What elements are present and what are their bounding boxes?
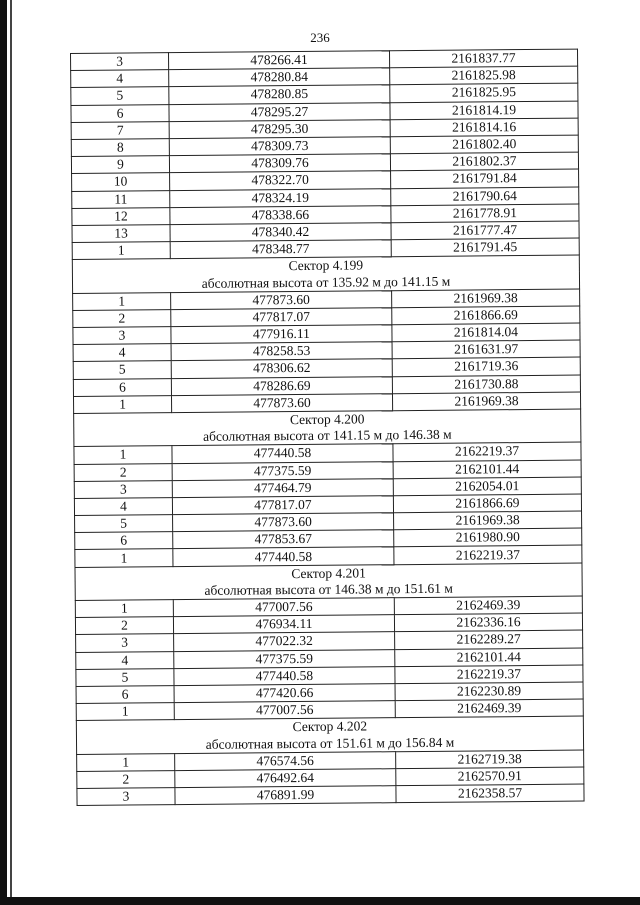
point-number-cell: 1 <box>73 395 171 413</box>
coordinate-x-cell: 477440.58 <box>174 666 395 685</box>
coordinate-y-cell: 2161866.69 <box>393 494 581 513</box>
point-number-cell: 6 <box>75 532 173 550</box>
point-number-cell: 6 <box>71 104 169 122</box>
coordinate-y-cell: 2162469.39 <box>395 699 583 718</box>
coordinate-y-cell: 2161777.47 <box>391 221 579 240</box>
coordinate-x-cell: 478266.41 <box>169 51 390 70</box>
coordinate-y-cell: 2161814.19 <box>390 101 578 120</box>
coordinate-x-cell: 477440.58 <box>172 444 393 463</box>
coordinate-y-cell: 2161778.91 <box>391 204 579 223</box>
coordinate-x-cell: 478338.66 <box>170 205 391 224</box>
coordinate-x-cell: 478286.69 <box>171 376 392 395</box>
coordinate-y-cell: 2161791.45 <box>391 238 579 257</box>
coordinates-table <box>70 49 585 807</box>
coordinate-y-cell: 2161837.77 <box>389 49 577 68</box>
sector-altitude: абсолютная высота от 135.92 м до 141.15 м <box>72 272 579 293</box>
coordinate-x-cell: 476891.99 <box>175 786 396 805</box>
point-number-cell: 3 <box>77 788 175 806</box>
table-row <box>77 784 584 806</box>
coordinate-y-cell: 2161866.69 <box>392 306 580 325</box>
coordinate-x-cell: 477873.60 <box>171 290 392 309</box>
coordinate-y-cell: 2161969.38 <box>392 392 580 411</box>
coordinate-x-cell: 477873.60 <box>171 393 392 412</box>
coordinate-x-cell: 478295.27 <box>169 102 390 121</box>
point-number-cell: 2 <box>73 309 171 327</box>
coordinate-x-cell: 476574.56 <box>175 751 396 770</box>
coordinate-y-cell: 2161814.04 <box>392 323 580 342</box>
coordinate-x-cell: 478309.73 <box>169 137 390 156</box>
point-number-cell: 4 <box>74 497 172 515</box>
point-number-cell: 5 <box>71 87 169 105</box>
coordinate-y-cell: 2162219.37 <box>395 665 583 684</box>
coordinate-x-cell: 478295.30 <box>169 119 390 138</box>
coordinate-x-cell: 478309.76 <box>169 154 390 173</box>
point-number-cell: 10 <box>72 173 170 191</box>
sector-altitude: абсолютная высота от 151.61 м до 156.84 м <box>76 733 583 754</box>
coordinate-x-cell: 477375.59 <box>172 461 393 480</box>
point-number-cell: 6 <box>73 378 171 396</box>
coordinate-y-cell: 2161969.38 <box>392 289 580 308</box>
coordinate-x-cell: 477817.07 <box>171 308 392 327</box>
coordinate-y-cell: 2162101.44 <box>393 460 581 479</box>
coordinate-x-cell: 478322.70 <box>170 171 391 190</box>
coordinate-y-cell: 2162101.44 <box>395 648 583 667</box>
coordinate-x-cell: 477007.56 <box>174 701 395 720</box>
coordinate-y-cell: 2162054.01 <box>393 477 581 496</box>
coordinate-x-cell: 477375.59 <box>174 649 395 668</box>
coordinate-y-cell: 2162719.38 <box>396 750 584 769</box>
coordinate-y-cell: 2161790.64 <box>391 187 579 206</box>
coordinate-y-cell: 2162289.27 <box>395 630 583 649</box>
coordinate-x-cell: 477007.56 <box>173 598 394 617</box>
point-number-cell: 4 <box>76 651 174 669</box>
sector-title: Сектор 4.201 <box>75 563 582 584</box>
sector-altitude: абсолютная высота от 146.38 м до 151.61 м <box>75 579 582 600</box>
sector-title: Сектор 4.200 <box>74 409 581 430</box>
coordinate-x-cell: 477916.11 <box>171 325 392 344</box>
coordinate-x-cell: 477022.32 <box>174 632 395 651</box>
point-number-cell: 9 <box>71 156 169 174</box>
scan-edge-bottom <box>0 897 640 905</box>
point-number-cell: 13 <box>72 225 170 243</box>
point-number-cell: 3 <box>74 480 172 498</box>
point-number-cell: 1 <box>75 549 173 567</box>
point-number-cell: 4 <box>71 70 169 88</box>
point-number-cell: 1 <box>75 600 173 618</box>
coordinate-y-cell: 2162469.39 <box>394 596 582 615</box>
coordinate-x-cell: 477817.07 <box>172 496 393 515</box>
coordinate-x-cell: 477464.79 <box>172 478 393 497</box>
coordinate-y-cell: 2161802.37 <box>390 152 578 171</box>
coordinate-y-cell: 2162230.89 <box>395 682 583 701</box>
point-number-cell: 4 <box>73 344 171 362</box>
coordinate-x-cell: 478280.85 <box>169 85 390 104</box>
coordinate-y-cell: 2161980.90 <box>394 528 582 547</box>
point-number-cell: 1 <box>73 292 171 310</box>
point-number-cell: 1 <box>72 242 170 260</box>
coordinate-x-cell: 478280.84 <box>169 68 390 87</box>
coordinate-x-cell: 476492.64 <box>175 769 396 788</box>
point-number-cell: 5 <box>73 361 171 379</box>
coordinate-y-cell: 2161791.84 <box>391 169 579 188</box>
point-number-cell: 1 <box>74 446 172 464</box>
coordinates-document <box>70 49 585 807</box>
sector-title: Сектор 4.202 <box>76 716 583 737</box>
point-number-cell: 2 <box>75 617 173 635</box>
coordinate-y-cell: 2161802.40 <box>390 135 578 154</box>
point-number-cell: 5 <box>76 668 174 686</box>
point-number-cell: 3 <box>73 327 171 345</box>
point-number-cell: 12 <box>72 207 170 225</box>
scan-edge-line <box>10 0 12 905</box>
coordinate-y-cell: 2161730.88 <box>392 375 580 394</box>
point-number-cell: 11 <box>72 190 170 208</box>
point-number-cell: 3 <box>71 53 169 71</box>
point-number-cell: 1 <box>76 703 174 721</box>
point-number-cell: 2 <box>77 770 175 788</box>
page-number: 236 <box>310 30 330 45</box>
coordinate-x-cell: 477873.60 <box>173 513 394 532</box>
coordinate-x-cell: 478340.42 <box>170 223 391 242</box>
point-number-cell: 3 <box>76 634 174 652</box>
scan-edge-left <box>0 0 7 905</box>
coordinate-y-cell: 2162219.37 <box>393 442 581 461</box>
sector-altitude: абсолютная высота от 141.15 м до 146.38 м <box>74 426 581 447</box>
coordinate-y-cell: 2161631.97 <box>392 340 580 359</box>
point-number-cell: 2 <box>74 463 172 481</box>
coordinate-x-cell: 478258.53 <box>171 342 392 361</box>
point-number-cell: 7 <box>71 121 169 139</box>
coordinate-y-cell: 2162336.16 <box>394 613 582 632</box>
coordinates-table-body <box>71 49 585 806</box>
coordinate-y-cell: 2161814.16 <box>390 118 578 137</box>
coordinate-y-cell: 2162570.91 <box>396 767 584 786</box>
coordinate-x-cell: 477440.58 <box>173 547 394 566</box>
point-number-cell: 6 <box>76 686 174 704</box>
coordinate-x-cell: 478324.19 <box>170 188 391 207</box>
coordinate-y-cell: 2161719.36 <box>392 357 580 376</box>
coordinate-x-cell: 476934.11 <box>173 615 394 634</box>
coordinate-x-cell: 477420.66 <box>174 684 395 703</box>
coordinate-y-cell: 2161969.38 <box>394 511 582 530</box>
coordinate-x-cell: 477853.67 <box>173 530 394 549</box>
coordinate-y-cell: 2161825.95 <box>390 83 578 102</box>
coordinate-y-cell: 2162219.37 <box>394 545 582 564</box>
coordinate-x-cell: 478306.62 <box>171 359 392 378</box>
coordinate-y-cell: 2162358.57 <box>396 784 584 803</box>
point-number-cell: 5 <box>75 515 173 533</box>
point-number-cell: 8 <box>71 139 169 157</box>
sector-title: Сектор 4.199 <box>72 255 579 276</box>
coordinate-x-cell: 478348.77 <box>170 240 391 259</box>
point-number-cell: 1 <box>77 753 175 771</box>
coordinate-y-cell: 2161825.98 <box>390 66 578 85</box>
